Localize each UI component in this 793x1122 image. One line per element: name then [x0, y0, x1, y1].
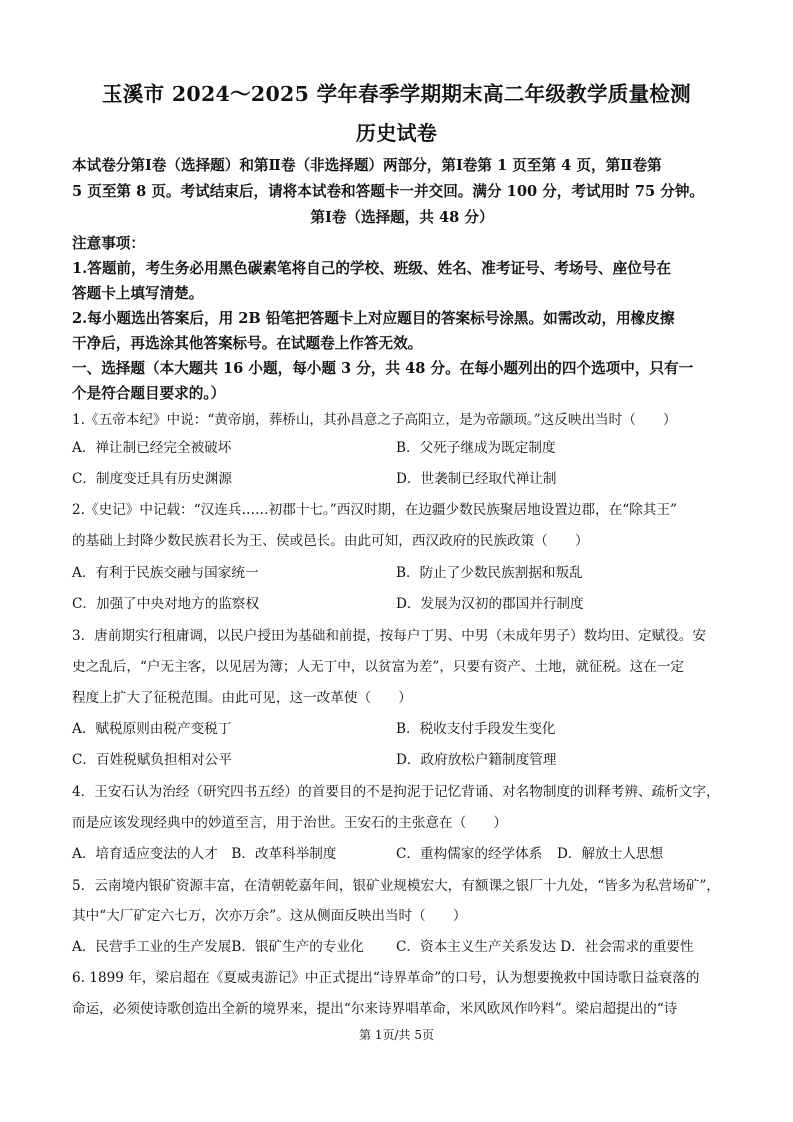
question-3-stem-line-1: 3．唐前期实行租庸调，以民户授田为基础和前提，按每户丁男、中男（未成年男子）数均田、定赋役。安	[72, 628, 706, 644]
question-5-options-cd: C．资本主义生产关系发达 D．社会需求的重要性	[396, 939, 694, 955]
question-6-stem-line-2: 命运，必须使诗歌创造出全新的境界来，提出“尔来诗界唱革命，米风欧风作吟料”。梁启超提出的“诗	[72, 1001, 678, 1017]
question-2-stem-line-1: 2.《史记》中记载：“汉连兵……初郡十七。”西汉时期，在边疆少数民族聚居地设置边郡，在“除其王”	[72, 502, 677, 518]
question-3-option-b: B．税收支付手段发生变化	[396, 721, 556, 737]
question-1-option-d: D．世袭制已经取代禅让制	[396, 471, 557, 487]
question-6-stem-line-1: 6. 1899 年，梁启超在《夏威夷游记》中正式提出“诗界革命”的口号，认为想要挽救中国诗歌日益衰落的	[72, 970, 700, 986]
question-1-stem: 1.《五帝本纪》中说：“黄帝崩，葬桥山，其孙昌意之子高阳立，是为帝颛顼。”这反映出当时（ ）	[72, 412, 677, 428]
notice-item-2-line-1: 2.每小题选出答案后，用 2B 铅笔把答题卡上对应题目的答案标号涂黑。如需改动，用橡皮擦	[72, 310, 675, 327]
notice-item-1-line-2: 答题卡上填写清楚。	[72, 285, 204, 302]
question-4-options-ab: A．培育适应变法的人才 B．改革科举制度	[72, 846, 337, 862]
question-2-option-b: B．防止了少数民族割据和叛乱	[396, 565, 583, 581]
question-1-option-b: B．父死子继成为既定制度	[396, 440, 556, 456]
notice-heading: 注意事项：	[72, 235, 145, 252]
question-3-option-d: D．政府放松户籍制度管理	[396, 752, 557, 768]
notice-item-2-line-2: 干净后，再选涂其他答案标号。在试题卷上作答无效。	[72, 335, 423, 352]
question-2-option-a: A．有利于民族交融与国家统一	[72, 565, 259, 581]
question-5-stem-line-1: 5．云南境内银矿资源丰富，在清朝乾嘉年间，银矿业规模宏大，有额课之银厂十九处，“皆多为私营场矿”，	[72, 878, 720, 894]
intro-line-1: 本试卷分第Ⅰ卷（选择题）和第Ⅱ卷（非选择题）两部分，第Ⅰ卷第 1 页至第 4 页，第Ⅱ卷第	[72, 157, 662, 174]
question-4-stem-line-1: 4．王安石认为治经（研究四书五经）的首要目的不是拘泥于记忆背诵、对名物制度的训释考辨、疏析文字，	[72, 784, 720, 800]
exam-title: 玉溪市 2024～2025 学年春季学期期末高二年级教学质量检测	[102, 82, 691, 106]
question-4-option-d: D．解放士人思想	[557, 846, 664, 862]
notice-item-1-line-1: 1.答题前，考生务必用黑色碳素笔将自己的学校、班级、姓名、准考证号、考场号、座位号在	[72, 260, 671, 277]
question-4-option-c: C．重构儒家的经学体系	[396, 846, 543, 862]
question-1-option-c: C．制度变迁具有历史渊源	[72, 471, 232, 487]
question-4-stem-line-2: 而是应该发现经典中的妙道至言，用于治世。王安石的主张意在（ ）	[72, 815, 507, 831]
question-3-stem-line-3: 程度上扩大了征税范围。由此可见，这一改革使（ ）	[72, 690, 412, 706]
part-one-heading-line-2: 个是符合题目要求的。）	[72, 385, 226, 402]
section-heading: 第Ⅰ卷（选择题，共 48 分）	[310, 209, 494, 226]
question-2-option-d: D．发展为汉初的郡国并行制度	[396, 596, 584, 612]
question-2-stem-line-2: 的基础上封降少数民族君长为王、侯或邑长。由此可知，西汉政府的民族政策（ ）	[72, 533, 589, 549]
question-1-option-a: A．禅让制已经完全被破坏	[72, 440, 232, 456]
question-2-option-c: C．加强了中央对地方的监察权	[72, 596, 260, 612]
subject-title: 历史试卷	[355, 121, 438, 145]
page-number: 第 1页/共 5页	[359, 1028, 434, 1042]
question-5-stem-line-2: 其中“大厂矿定六七万，次亦万余”。这从侧面反映出当时（ ）	[72, 908, 467, 924]
intro-line-2: 5 页至第 8 页。考试结束后，请将本试卷和答题卡一并交回。满分 100 分，考试用时 75 分钟。	[72, 183, 705, 200]
question-5-options-ab: A．民营手工业的生产发展B．银矿生产的专业化	[72, 939, 364, 955]
part-one-heading-line-1: 一、选择题（本大题共 16 小题，每小题 3 分，共 48 分。在每小题列出的四个选项中，只有一	[72, 360, 694, 377]
question-3-option-a: A．赋税原则由税产变税丁	[72, 721, 232, 737]
question-3-option-c: C．百姓税赋负担相对公平	[72, 752, 232, 768]
question-3-stem-line-2: 史之乱后，“户无主客，以见居为簿；人无丁中，以贫富为差”，只要有资产、土地，就征税。这在一定	[72, 659, 685, 675]
